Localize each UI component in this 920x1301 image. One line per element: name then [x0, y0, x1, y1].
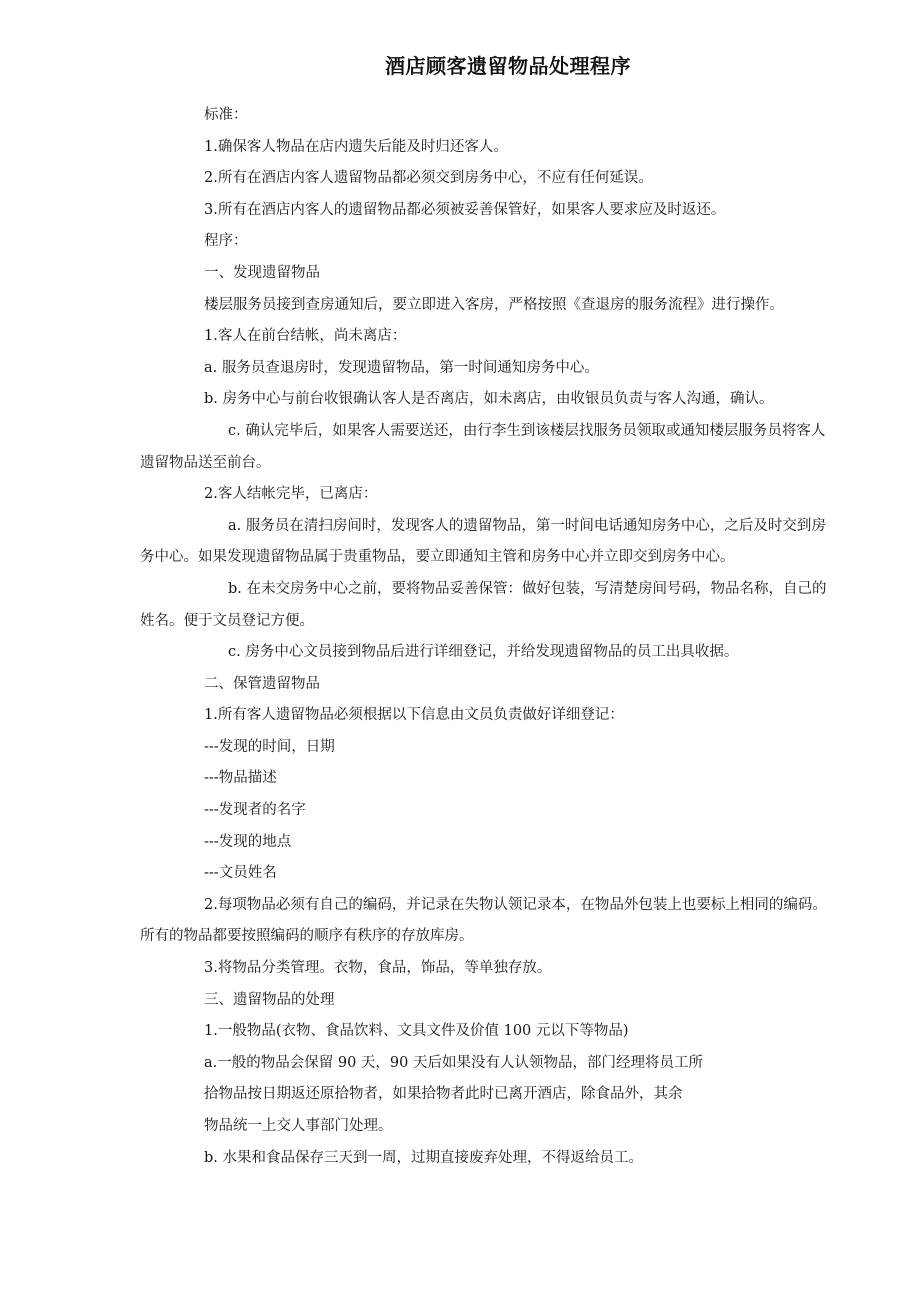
paragraph: a.一般的物品会保留 90 天，90 天后如果没有人认领物品，部门经理将员工所: [204, 1054, 703, 1071]
paragraph: 楼层服务员接到查房通知后，要立即进入客房，严格按照《查退房的服务流程》进行操作。: [204, 296, 784, 313]
paragraph: 三、遗留物品的处理: [204, 991, 335, 1008]
paragraph: 1.确保客人物品在店内遗失后能及时归还客人。: [204, 138, 508, 155]
paragraph: 3.将物品分类管理。衣物，食品，饰品，等单独存放。: [204, 960, 552, 977]
paragraph: 一、发现遗留物品: [204, 264, 320, 281]
paragraph: 3.所有在酒店内客人的遗留物品都必须被妥善保管好，如果客人要求应及时返还。: [204, 201, 726, 218]
paragraph: c. 确认完毕后，如果客人需要送还，由行李生到该楼层找服务员领取或通知楼层服务员将客人遗留物品送至前台。: [140, 422, 826, 471]
paragraph: c. 房务中心文员接到物品后进行详细登记，并给发现遗留物品的员工出具收据。: [228, 644, 739, 661]
document-title: 酒店顾客遗留物品处理程序: [385, 54, 631, 78]
paragraph: b. 房务中心与前台收银确认客人是否离店，如未离店，由收银员负责与客人沟通，确认。: [204, 391, 774, 408]
paragraph: 2.所有在酒店内客人遗留物品都必须交到房务中心，不应有任何延误。: [204, 170, 653, 187]
paragraph: 标准：: [204, 107, 248, 123]
paragraph: b. 水果和食品保存三天到一周，过期直接废弃处理，不得返给员工。: [204, 1149, 643, 1166]
paragraph: 物品统一上交人事部门处理。: [204, 1118, 393, 1134]
paragraph: ---发现的地点: [204, 833, 292, 850]
paragraph: a. 服务员在清扫房间时，发现客人的遗留物品，第一时间电话通知房务中心，之后及时交到房务中心。如果发现遗留物品属于贵重物品，要立即通知主管和房务中心并立即交到房务中心。: [140, 517, 826, 566]
paragraph: 1.一般物品(衣物、食品饮料、文具文件及价值 100 元以下等物品): [204, 1023, 629, 1040]
paragraph: b. 在未交房务中心之前，要将物品妥善保管：做好包装，写清楚房间号码，物品名称，自己的姓名。便于文员登记方便。: [140, 580, 827, 629]
paragraph: 2.客人结帐完毕，已离店：: [204, 486, 378, 503]
paragraph: 2.每项物品必须有自己的编码，并记录在失物认领记录本，在物品外包装上也要标上相同的编码。所有的物品都要按照编码的顺序有秩序的存放库房。: [140, 896, 827, 945]
paragraph: 1.客人在前台结帐，尚未离店：: [204, 328, 407, 345]
paragraph: ---发现的时间，日期: [204, 738, 335, 755]
paragraph: ---物品描述: [204, 770, 277, 787]
paragraph: ---发现者的名字: [204, 802, 306, 819]
document-body: [140, 100, 830, 1174]
paragraph: a. 服务员查退房时，发现遗留物品，第一时间通知房务中心。: [204, 359, 599, 376]
paragraph: 二、保管遗留物品: [204, 675, 320, 692]
paragraph: ---文员姓名: [204, 865, 277, 882]
paragraph: 程序：: [204, 233, 248, 250]
paragraph: 1.所有客人遗留物品必须根据以下信息由文员负责做好详细登记：: [204, 707, 624, 724]
paragraph: 拾物品按日期返还原拾物者，如果拾物者此时已离开酒店，除食品外，其余: [204, 1086, 683, 1103]
